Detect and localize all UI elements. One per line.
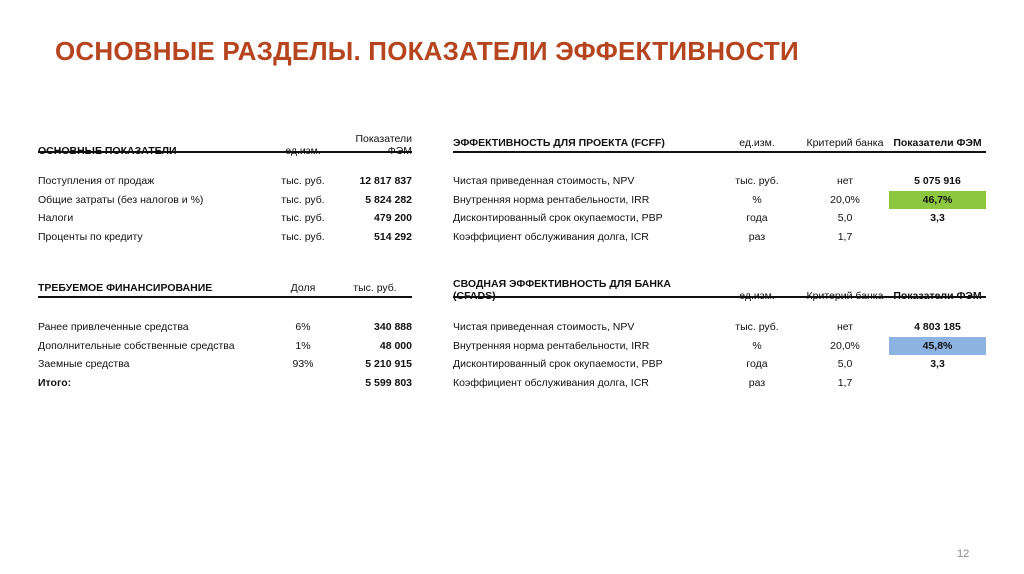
cell: 514 292	[374, 230, 412, 243]
header-cell: ед.изм.	[739, 290, 775, 302]
cell: 340 888	[374, 321, 412, 334]
cell: Коэффициент обслуживания долга, ICR	[453, 376, 649, 389]
cell: 4 803 185	[914, 321, 961, 334]
cell: Внутренняя норма рентабельности, IRR	[453, 193, 650, 206]
cell: тыс. руб.	[735, 175, 779, 188]
cell: 5,0	[837, 358, 853, 371]
cell: 5 599 803	[365, 376, 412, 389]
header-cell: ед.изм.	[285, 145, 321, 157]
cell: тыс. руб.	[281, 175, 325, 188]
cell: тыс. руб.	[281, 193, 325, 206]
table-row	[453, 209, 986, 228]
header-cell: Показатели ФЭМ	[893, 137, 982, 149]
cell: Дополнительные собственные средства	[38, 339, 235, 352]
table-row	[38, 191, 412, 210]
cell: раз	[748, 230, 766, 243]
cell: Поступления от продаж	[38, 175, 155, 188]
cell: 3,3	[930, 358, 945, 371]
header-cell: тыс. руб.	[353, 282, 397, 294]
table-row	[38, 355, 412, 374]
cell: Проценты по кредиту	[38, 230, 143, 243]
header-cell: ОСНОВНЫЕ ПОКАЗАТЕЛИ	[38, 145, 177, 157]
cell: нет	[836, 175, 854, 188]
cell: Заемные средства	[38, 358, 130, 371]
table-row	[38, 318, 412, 337]
cell: 3,3	[930, 212, 945, 225]
cfads-table	[453, 278, 986, 392]
cell: 1,7	[837, 230, 853, 243]
main-indicators-table	[38, 133, 412, 246]
slide-title: ОСНОВНЫЕ РАЗДЕЛЫ. ПОКАЗАТЕЛИ ЭФФЕКТИВНОСТИ	[55, 36, 799, 66]
cell: года	[746, 212, 768, 225]
financing-table	[38, 278, 412, 392]
cell: Налоги	[38, 212, 74, 225]
fcff-table	[453, 133, 986, 246]
cell: %	[752, 193, 762, 206]
cell: тыс. руб.	[735, 321, 779, 334]
table-row	[453, 337, 986, 356]
cell: 1,7	[837, 376, 853, 389]
table-row	[453, 318, 986, 337]
cell: 48 000	[379, 339, 412, 352]
cell: 20,0%	[830, 339, 860, 352]
cell: 93%	[292, 358, 314, 371]
cell: нет	[836, 321, 854, 334]
table-row	[453, 355, 986, 374]
cell: 12 817 837	[359, 175, 412, 188]
table-header	[38, 278, 412, 298]
irr-highlight-cell: 45,8%	[889, 337, 986, 356]
table-header	[453, 278, 986, 302]
cell: Внутренняя норма рентабельности, IRR	[453, 339, 650, 352]
header-cell: СВОДНАЯ ЭФФЕКТИВНОСТЬ ДЛЯ БАНКА (CFADS)	[453, 278, 671, 302]
cell: 5,0	[837, 212, 853, 225]
cell: тыс. руб.	[281, 230, 325, 243]
cell: Коэффициент обслуживания долга, ICR	[453, 230, 649, 243]
table-header	[453, 133, 986, 153]
cell: Дисконтированный срок окупаемости, PBP	[453, 358, 663, 371]
cell: %	[752, 339, 762, 352]
header-cell: Критерий банка	[806, 290, 884, 302]
cell: 6%	[295, 321, 311, 334]
cell: 1%	[295, 339, 311, 352]
table-row	[453, 374, 986, 393]
irr-highlight-cell: 46,7%	[889, 191, 986, 210]
page-number: 12	[957, 548, 970, 560]
cell: Чистая приведенная стоимость, NPV	[453, 175, 635, 188]
cell: 5 075 916	[914, 175, 961, 188]
cell: раз	[748, 376, 766, 389]
header-cell: ед.изм.	[739, 137, 775, 149]
table-row	[38, 172, 412, 191]
header-cell: Доля	[290, 282, 316, 294]
table-row	[453, 228, 986, 247]
header-cell: Критерий банка	[806, 137, 884, 149]
cell: 479 200	[374, 212, 412, 225]
table-row	[453, 191, 986, 210]
table-row	[38, 337, 412, 356]
cell: Чистая приведенная стоимость, NPV	[453, 321, 635, 334]
header-cell: Показатели ФЭМ	[893, 290, 982, 302]
cell: 20,0%	[830, 193, 860, 206]
header-cell: ТРЕБУЕМОЕ ФИНАНСИРОВАНИЕ	[38, 282, 213, 294]
header-cell: ЭФФЕКТИВНОСТЬ ДЛЯ ПРОЕКТА (FCFF)	[453, 137, 665, 149]
table-row	[38, 374, 412, 393]
cell: Ранее привлеченные средства	[38, 321, 189, 334]
cell: 5 824 282	[365, 193, 412, 206]
table-row	[38, 209, 412, 228]
table-row	[38, 228, 412, 247]
cell: года	[746, 358, 768, 371]
table-header	[38, 133, 412, 157]
cell: 5 210 915	[365, 358, 412, 371]
cell: Итого:	[38, 376, 72, 389]
cell: Дисконтированный срок окупаемости, PBP	[453, 212, 663, 225]
table-row	[453, 172, 986, 191]
header-cell: Показатели ФЭМ	[355, 133, 412, 157]
cell: тыс. руб.	[281, 212, 325, 225]
cell: Общие затраты (без налогов и %)	[38, 193, 204, 206]
